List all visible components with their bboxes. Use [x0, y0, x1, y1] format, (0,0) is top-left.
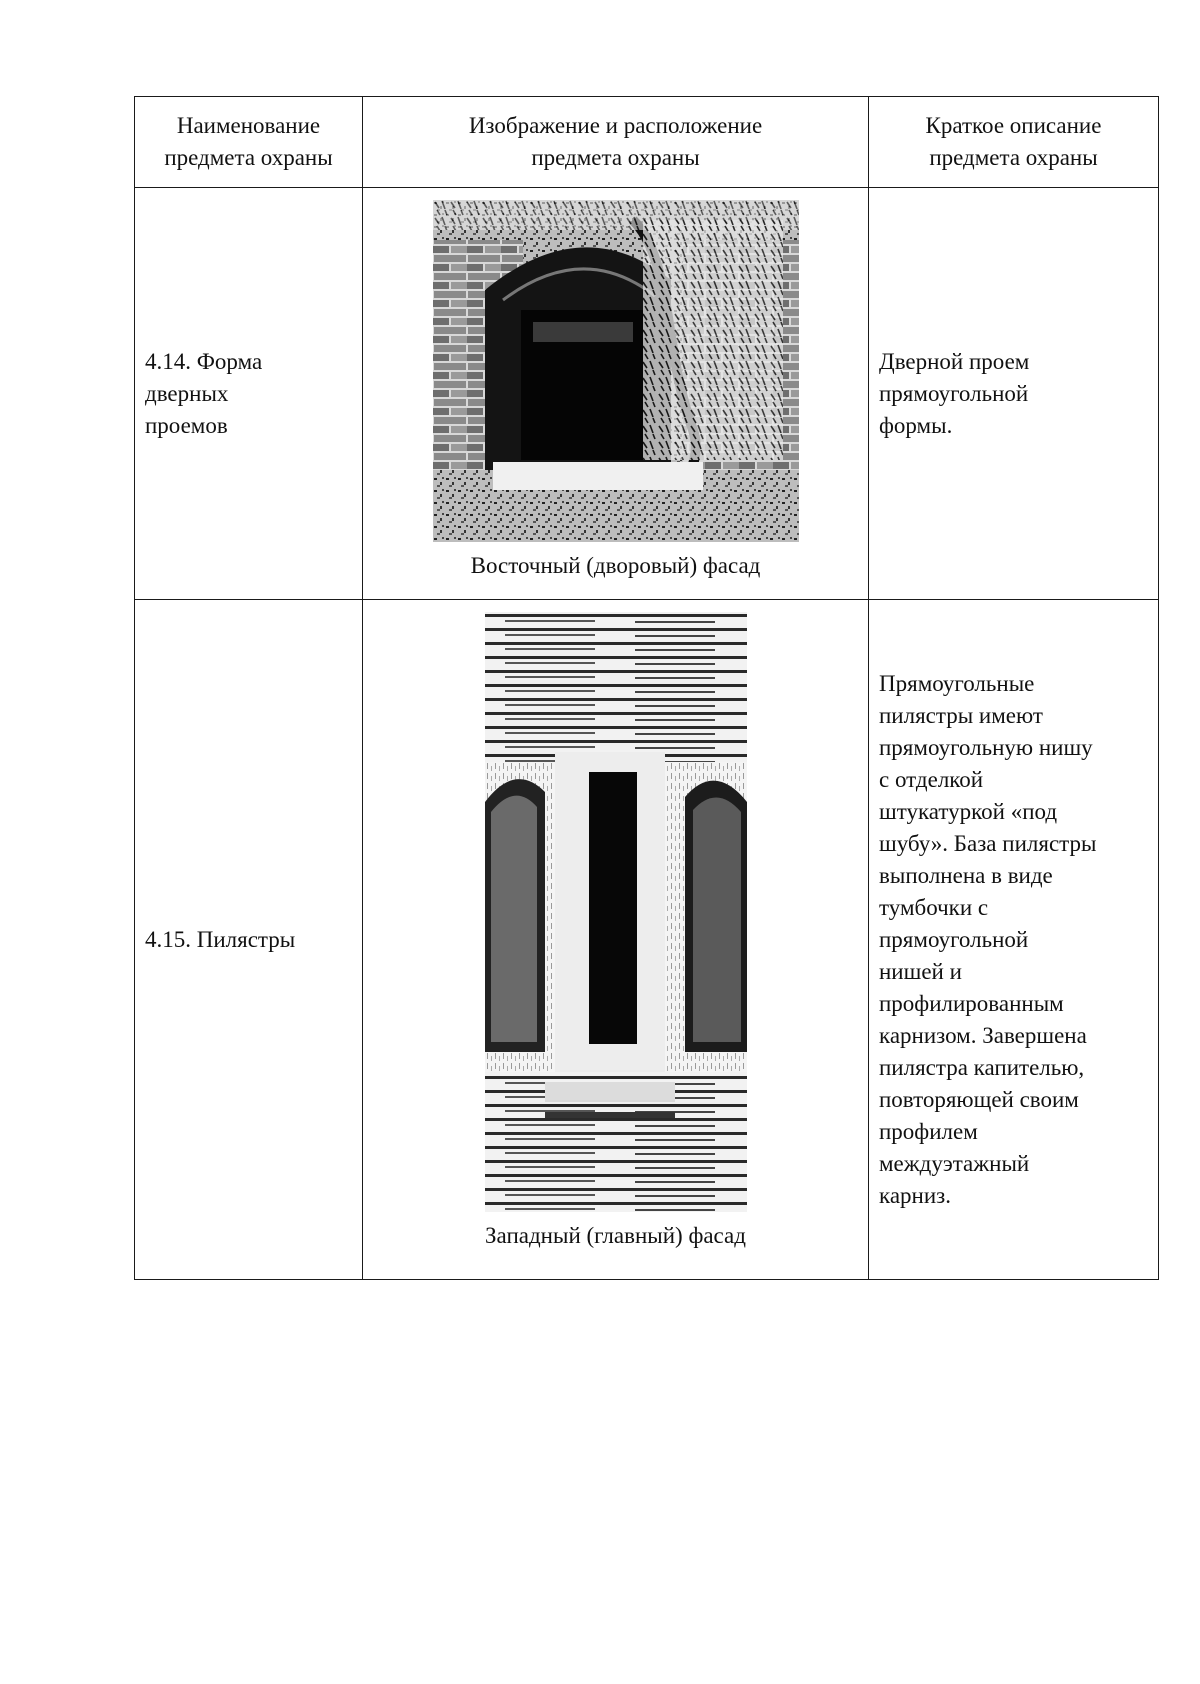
protection-table	[134, 96, 1159, 1280]
table-header-row	[135, 97, 1159, 188]
row-name-line: 4.15. Пилястры	[145, 926, 296, 952]
row-desc-line: прямоугольную нишу	[879, 734, 1093, 760]
row-image-cell	[363, 188, 869, 600]
pilaster-photo	[485, 612, 747, 1212]
header-image-line: Изображение и расположение	[468, 113, 763, 138]
photo-caption: Западный (главный) фасад	[485, 1223, 746, 1248]
row-desc-line: с отделкой	[879, 766, 984, 792]
header-desc-cell	[869, 97, 1159, 188]
row-image-cell	[363, 600, 869, 1280]
header-desc-line: Краткое описание	[925, 113, 1102, 138]
row-desc-line: междуэтажный	[879, 1150, 1030, 1176]
row-desc-cell	[869, 188, 1159, 600]
header-image-line: предмета охраны	[531, 145, 700, 170]
row-desc-line: Дверной проем	[879, 348, 1030, 374]
row-name-line: 4.14. Форма	[145, 348, 263, 374]
row-desc-line: карнизом. Завершена	[879, 1022, 1087, 1048]
row-name-line: дверных	[145, 380, 229, 406]
row-desc-line: карниз.	[879, 1182, 951, 1208]
photo-caption: Восточный (дворовый) фасад	[470, 553, 761, 578]
doorway-photo	[433, 200, 799, 542]
header-name-line: Наименование	[176, 113, 321, 138]
table-row	[135, 188, 1159, 600]
row-name-cell	[135, 600, 363, 1280]
row-desc-line: штукатуркой «под	[879, 798, 1058, 824]
row-desc-line: Прямоугольные	[879, 670, 1035, 696]
row-desc-line: формы.	[879, 412, 953, 438]
table-row	[135, 600, 1159, 1280]
row-desc-line: прямоугольной	[879, 926, 1029, 952]
row-desc-line: профилированным	[879, 990, 1064, 1016]
row-desc-line: шубу». База пилястры	[879, 830, 1097, 856]
row-desc-line: пилястры имеют	[879, 702, 1043, 728]
row-desc-line: пилястра капителью,	[879, 1054, 1085, 1080]
header-name-cell	[135, 97, 363, 188]
header-desc-line: предмета охраны	[929, 145, 1098, 170]
row-desc-line: прямоугольной	[879, 380, 1029, 406]
row-desc-line: нишей и	[879, 958, 962, 984]
row-desc-line: тумбочки с	[879, 894, 989, 920]
row-desc-line: повторяющей своим	[879, 1086, 1079, 1112]
row-desc-cell	[869, 600, 1159, 1280]
header-image-cell	[363, 97, 869, 188]
row-desc-line: выполнена в виде	[879, 862, 1053, 888]
row-name-line: проемов	[145, 412, 228, 438]
header-name-line: предмета охраны	[164, 145, 333, 170]
row-name-cell	[135, 188, 363, 600]
row-desc-line: профилем	[879, 1118, 978, 1144]
